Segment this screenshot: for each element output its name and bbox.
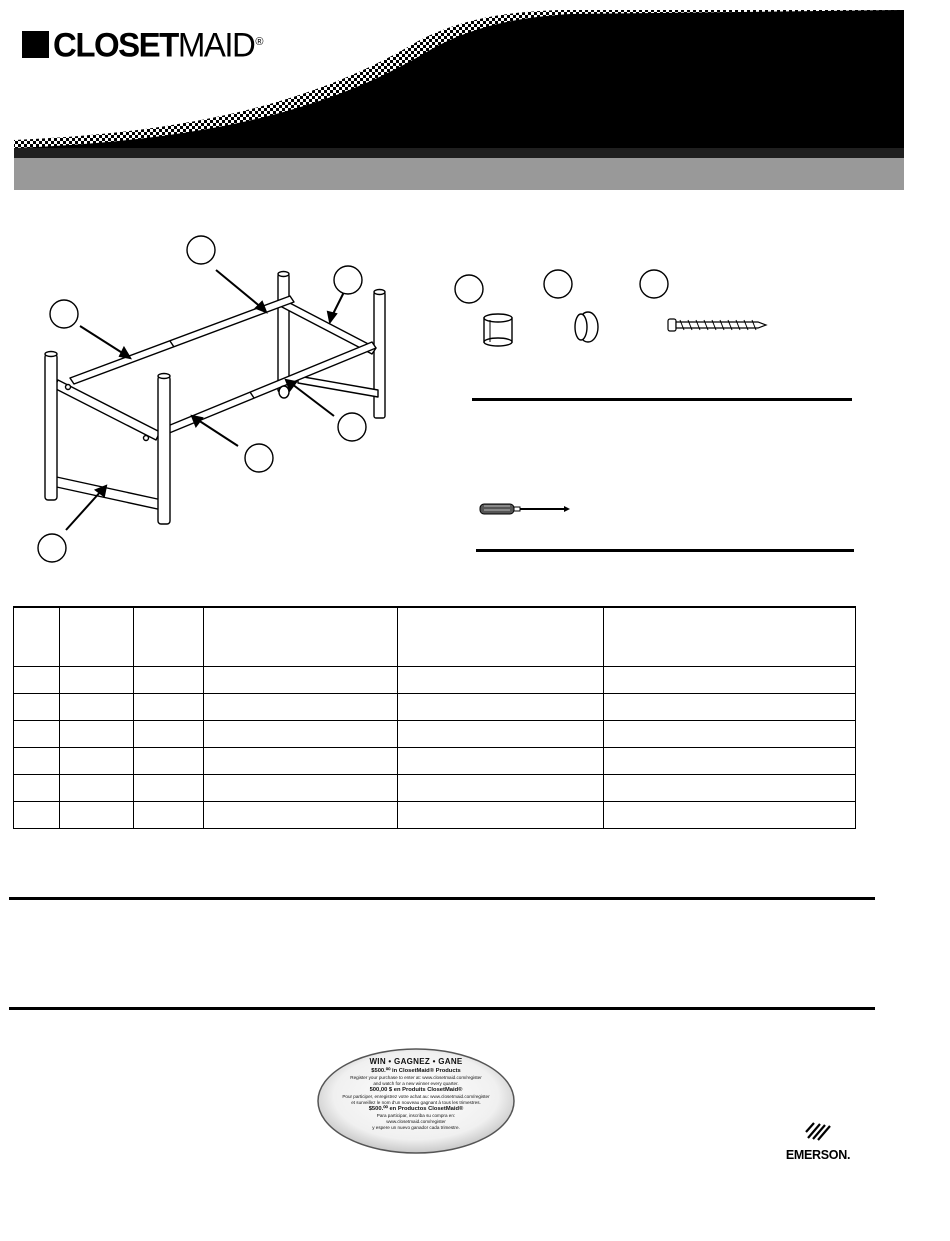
table-cell bbox=[134, 748, 204, 775]
table-cell bbox=[398, 667, 604, 694]
table-header-cell bbox=[604, 607, 856, 667]
table-header-cell bbox=[60, 607, 134, 667]
table-cell bbox=[60, 694, 134, 721]
callout-circle bbox=[38, 534, 66, 562]
table-cell bbox=[604, 694, 856, 721]
post-back-right bbox=[374, 290, 385, 419]
table-cell bbox=[60, 775, 134, 802]
table-header-cell bbox=[398, 607, 604, 667]
callout-circle bbox=[334, 266, 362, 294]
closetmaid-logo bbox=[22, 24, 263, 64]
table-cell bbox=[204, 721, 398, 748]
promo-text bbox=[324, 1057, 508, 1131]
table-cell bbox=[204, 748, 398, 775]
table-row bbox=[14, 721, 856, 748]
assembly-diagram bbox=[0, 230, 420, 570]
tools-rule bbox=[476, 549, 854, 552]
brand-wordmark bbox=[53, 24, 255, 64]
hardware-panel bbox=[440, 262, 870, 562]
brand-bold: CLOSET bbox=[53, 24, 178, 64]
callout-circle bbox=[187, 236, 215, 264]
table-header-cell bbox=[14, 607, 60, 667]
promo-en-prize: $500.⁰⁰ in ClosetMaid® Products bbox=[371, 1068, 461, 1074]
table-cell bbox=[134, 721, 204, 748]
table-cell bbox=[14, 721, 60, 748]
table-cell bbox=[14, 748, 60, 775]
callout-circle bbox=[640, 270, 668, 298]
table-cell bbox=[604, 721, 856, 748]
screwdriver-icon bbox=[480, 504, 570, 514]
promo-es-link[interactable]: www.closetmaid.com/register bbox=[386, 1119, 446, 1124]
logo-square-icon bbox=[22, 31, 49, 58]
callout-circle bbox=[245, 444, 273, 472]
section-rule-top bbox=[9, 897, 875, 900]
table-header-cell bbox=[204, 607, 398, 667]
table-cell bbox=[604, 775, 856, 802]
table-cell bbox=[398, 694, 604, 721]
table-cell bbox=[134, 802, 204, 829]
screw-icon bbox=[668, 319, 766, 331]
rear-lower-rail bbox=[298, 376, 378, 397]
table-cell bbox=[398, 802, 604, 829]
emerson-logo bbox=[770, 1120, 866, 1162]
table-cell bbox=[204, 802, 398, 829]
table-cell bbox=[14, 694, 60, 721]
promo-es-line: y espere un nuevo ganador cada trimestre. bbox=[372, 1125, 460, 1130]
registered-mark: ® bbox=[255, 36, 264, 48]
promo-es-line: Para participar, inscriba su compra en: bbox=[376, 1113, 456, 1118]
promo-fr-line: et surveillez le nom d'un nouveau gagnant à tous les trimestres. bbox=[351, 1100, 481, 1105]
table-cell bbox=[14, 775, 60, 802]
table-header-cell bbox=[134, 607, 204, 667]
table-cell bbox=[398, 721, 604, 748]
table-row bbox=[14, 667, 856, 694]
table-row bbox=[14, 694, 856, 721]
table-row bbox=[14, 775, 856, 802]
center-glide bbox=[279, 386, 289, 398]
header-banner bbox=[0, 0, 950, 200]
section-rule-bottom bbox=[9, 1007, 875, 1010]
post-front-left bbox=[45, 352, 57, 501]
registration-promo bbox=[316, 1047, 516, 1155]
promo-en-line[interactable]: Register your purchase to enter at: www.closetmaid.com/register bbox=[350, 1075, 482, 1080]
table-cell bbox=[134, 667, 204, 694]
parts-table bbox=[13, 606, 856, 829]
table-cell bbox=[204, 667, 398, 694]
table-cell bbox=[60, 721, 134, 748]
table-cell bbox=[204, 775, 398, 802]
table-cell bbox=[60, 802, 134, 829]
promo-fr-line[interactable]: Pour participer, enregistrez votre achat au: www.closetmaid.com/register bbox=[342, 1094, 490, 1099]
table-cell bbox=[398, 775, 604, 802]
table-row bbox=[14, 802, 856, 829]
table-cell bbox=[134, 775, 204, 802]
table-cell bbox=[14, 802, 60, 829]
table-cell bbox=[604, 748, 856, 775]
promo-title: WIN • GAGNEZ • GANE bbox=[369, 1057, 463, 1066]
callout-circle bbox=[455, 275, 483, 303]
leg-cap-icon bbox=[484, 314, 512, 346]
table-cell bbox=[60, 667, 134, 694]
promo-es-prize: $500.⁰⁰ en Productos ClosetMaid® bbox=[368, 1106, 464, 1112]
callout-circle bbox=[544, 270, 572, 298]
callout-circle bbox=[338, 413, 366, 441]
callout-circle bbox=[50, 300, 78, 328]
post-back-left bbox=[278, 272, 289, 393]
table-cell bbox=[204, 694, 398, 721]
table-cell bbox=[604, 802, 856, 829]
table-cell bbox=[60, 748, 134, 775]
table-cell bbox=[14, 667, 60, 694]
table-cell bbox=[398, 748, 604, 775]
table-cell bbox=[134, 694, 204, 721]
glide-icon bbox=[575, 312, 598, 342]
hardware-rule bbox=[472, 398, 852, 401]
table-row bbox=[14, 748, 856, 775]
emerson-mark-icon bbox=[804, 1120, 832, 1142]
table-cell bbox=[604, 667, 856, 694]
promo-en-line: and watch for a new winner every quarter. bbox=[373, 1081, 459, 1086]
promo-fr-prize: 500,00 $ en Produits ClosetMaid® bbox=[369, 1087, 463, 1093]
post-front-right bbox=[158, 374, 170, 525]
table-header-row bbox=[14, 607, 856, 667]
brand-light: MAID bbox=[177, 24, 255, 64]
bottom-rail bbox=[52, 476, 162, 510]
emerson-wordmark: EMERSON. bbox=[785, 1148, 851, 1162]
